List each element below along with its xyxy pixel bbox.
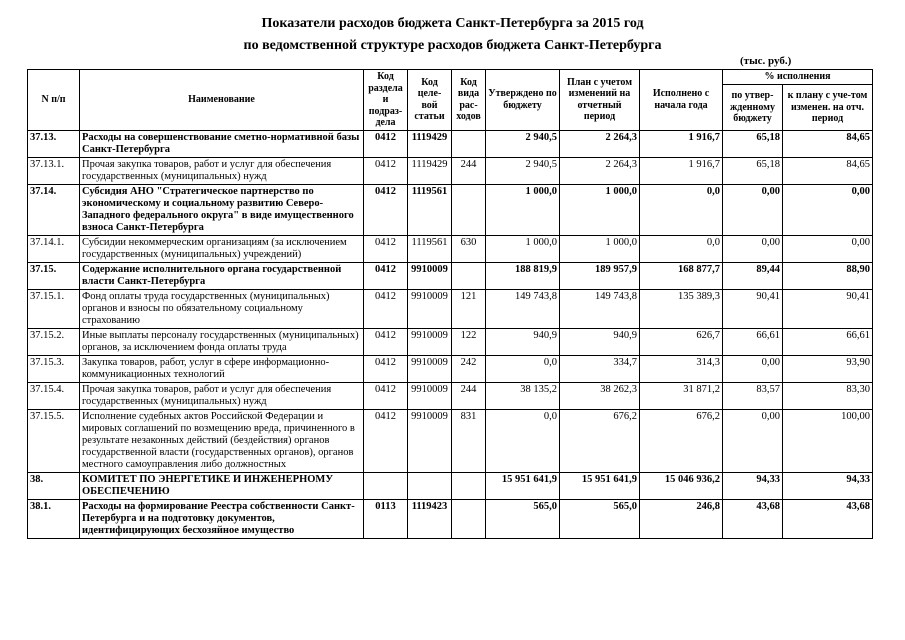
row-pct-budget: 0,00 bbox=[723, 355, 783, 382]
row-pct-budget: 0,00 bbox=[723, 184, 783, 235]
row-name: Прочая закупка товаров, работ и услуг для обеспечения государственных (муниципальных) нужд bbox=[80, 382, 364, 409]
row-num: 37.15.2. bbox=[28, 328, 80, 355]
row-razdel: 0412 bbox=[364, 184, 408, 235]
page-title-line-2: по ведомственной структуре расходов бюджета Санкт-Петербурга bbox=[243, 38, 662, 53]
row-plan: 565,0 bbox=[560, 499, 640, 538]
row-executed: 676,2 bbox=[640, 409, 723, 472]
row-name: Прочая закупка товаров, работ и услуг для обеспечения государственных (муниципальных) нужд bbox=[80, 157, 364, 184]
header-pct-plan: к плану с уче-том изменен. на отч. период bbox=[783, 85, 873, 131]
header-vid: Код вида рас-ходов bbox=[452, 70, 486, 131]
row-vid bbox=[452, 184, 486, 235]
row-pct-budget: 66,61 bbox=[723, 328, 783, 355]
row-razdel: 0412 bbox=[364, 409, 408, 472]
row-pct-plan: 84,65 bbox=[783, 157, 873, 184]
row-plan: 2 264,3 bbox=[560, 130, 640, 157]
row-vid bbox=[452, 130, 486, 157]
row-plan: 15 951 641,9 bbox=[560, 472, 640, 499]
row-executed: 15 046 936,2 bbox=[640, 472, 723, 499]
row-num: 37.15.1. bbox=[28, 289, 80, 328]
row-approved: 15 951 641,9 bbox=[486, 472, 560, 499]
row-name: Расходы на формирование Реестра собственности Санкт-Петербурга и на подготовку документов, идентифицирующих бесхозяйное имущество bbox=[80, 499, 364, 538]
budget-table bbox=[27, 69, 873, 539]
row-name: КОМИТЕТ ПО ЭНЕРГЕТИКЕ И ИНЖЕНЕРНОМУ ОБЕСПЕЧЕНИЮ bbox=[80, 472, 364, 499]
row-name: Фонд оплаты труда государственных (муниципальных) органов и взносы по обязательному социальному страхованию bbox=[80, 289, 364, 328]
row-statya: 9910009 bbox=[408, 328, 452, 355]
table-row bbox=[28, 157, 873, 184]
row-approved: 188 819,9 bbox=[486, 262, 560, 289]
header-approved: Утверждено по бюджету bbox=[486, 70, 560, 131]
row-executed: 1 916,7 bbox=[640, 157, 723, 184]
row-num: 37.13.1. bbox=[28, 157, 80, 184]
row-razdel: 0412 bbox=[364, 328, 408, 355]
row-executed: 1 916,7 bbox=[640, 130, 723, 157]
row-statya: 9910009 bbox=[408, 382, 452, 409]
row-razdel: 0412 bbox=[364, 262, 408, 289]
row-statya: 1119561 bbox=[408, 184, 452, 235]
row-razdel bbox=[364, 472, 408, 499]
header-pct-budget: по утвер-жденному бюджету bbox=[723, 85, 783, 131]
header-executed: Исполнено с начала года bbox=[640, 70, 723, 131]
row-vid: 831 bbox=[452, 409, 486, 472]
row-statya: 9910009 bbox=[408, 355, 452, 382]
row-plan: 676,2 bbox=[560, 409, 640, 472]
row-executed: 168 877,7 bbox=[640, 262, 723, 289]
row-plan: 940,9 bbox=[560, 328, 640, 355]
table-row bbox=[28, 289, 873, 328]
row-vid bbox=[452, 499, 486, 538]
row-num: 37.15.3. bbox=[28, 355, 80, 382]
table-row bbox=[28, 235, 873, 262]
row-statya: 9910009 bbox=[408, 262, 452, 289]
table-row bbox=[28, 328, 873, 355]
row-executed: 135 389,3 bbox=[640, 289, 723, 328]
row-num: 37.15.4. bbox=[28, 382, 80, 409]
row-pct-budget: 0,00 bbox=[723, 409, 783, 472]
row-name: Закупка товаров, работ, услуг в сфере информационно-коммуникационных технологий bbox=[80, 355, 364, 382]
table-row bbox=[28, 409, 873, 472]
row-pct-plan: 100,00 bbox=[783, 409, 873, 472]
row-approved: 565,0 bbox=[486, 499, 560, 538]
row-pct-plan: 0,00 bbox=[783, 235, 873, 262]
row-pct-budget: 94,33 bbox=[723, 472, 783, 499]
header-name: Наименование bbox=[80, 70, 364, 131]
row-name: Содержание исполнительного органа государственной власти Санкт-Петербурга bbox=[80, 262, 364, 289]
row-razdel: 0412 bbox=[364, 130, 408, 157]
row-approved: 2 940,5 bbox=[486, 130, 560, 157]
row-plan: 149 743,8 bbox=[560, 289, 640, 328]
row-statya: 9910009 bbox=[408, 409, 452, 472]
row-name: Субсидии некоммерческим организациям (за исключением государственных (муниципальных) учреждений) bbox=[80, 235, 364, 262]
row-pct-budget: 65,18 bbox=[723, 130, 783, 157]
row-pct-plan: 66,61 bbox=[783, 328, 873, 355]
row-pct-budget: 83,57 bbox=[723, 382, 783, 409]
header-num: N п/п bbox=[28, 70, 80, 131]
row-pct-plan: 94,33 bbox=[783, 472, 873, 499]
row-razdel: 0412 bbox=[364, 157, 408, 184]
row-statya: 1119561 bbox=[408, 235, 452, 262]
row-name: Субсидия АНО "Стратегическое партнерство по экономическому и социальному развитию Северо-Западного федерального округа" в виде имущественного взноса Санкт-Петербурга bbox=[80, 184, 364, 235]
row-vid: 244 bbox=[452, 157, 486, 184]
row-pct-budget: 0,00 bbox=[723, 235, 783, 262]
row-executed: 0,0 bbox=[640, 184, 723, 235]
row-statya: 1119429 bbox=[408, 157, 452, 184]
row-executed: 0,0 bbox=[640, 235, 723, 262]
row-plan: 334,7 bbox=[560, 355, 640, 382]
row-vid: 122 bbox=[452, 328, 486, 355]
row-pct-budget: 43,68 bbox=[723, 499, 783, 538]
row-num: 38. bbox=[28, 472, 80, 499]
row-razdel: 0113 bbox=[364, 499, 408, 538]
row-plan: 2 264,3 bbox=[560, 157, 640, 184]
table-row bbox=[28, 262, 873, 289]
row-statya: 9910009 bbox=[408, 289, 452, 328]
row-pct-budget: 90,41 bbox=[723, 289, 783, 328]
row-vid bbox=[452, 262, 486, 289]
table-row bbox=[28, 184, 873, 235]
header-plan: План с учетом изменений на отчетный период bbox=[560, 70, 640, 131]
row-plan: 1 000,0 bbox=[560, 235, 640, 262]
row-plan: 189 957,9 bbox=[560, 262, 640, 289]
row-razdel: 0412 bbox=[364, 235, 408, 262]
row-num: 37.14.1. bbox=[28, 235, 80, 262]
row-statya: 1119429 bbox=[408, 130, 452, 157]
row-razdel: 0412 bbox=[364, 355, 408, 382]
row-pct-plan: 93,90 bbox=[783, 355, 873, 382]
row-name: Исполнение судебных актов Российской Федерации и мировых соглашений по возмещению вреда, причиненного в результате незаконных действий (бездействия) органов государственной власти (государственных органов), органов местного самоуправления либо должностных bbox=[80, 409, 364, 472]
header-statya: Код целе-вой статьи bbox=[408, 70, 452, 131]
row-approved: 0,0 bbox=[486, 355, 560, 382]
row-pct-budget: 89,44 bbox=[723, 262, 783, 289]
row-razdel: 0412 bbox=[364, 289, 408, 328]
table-row bbox=[28, 382, 873, 409]
row-vid: 244 bbox=[452, 382, 486, 409]
table-row bbox=[28, 472, 873, 499]
header-razdel: Код раздела и подраз-дела bbox=[364, 70, 408, 131]
row-name: Расходы на совершенствование сметно-нормативной базы Санкт-Петербурга bbox=[80, 130, 364, 157]
row-approved: 38 135,2 bbox=[486, 382, 560, 409]
header-pct-group: % исполнения bbox=[723, 70, 873, 85]
row-executed: 246,8 bbox=[640, 499, 723, 538]
page-title-line-1: Показатели расходов бюджета Санкт-Петербурга за 2015 год bbox=[261, 16, 644, 31]
row-pct-plan: 43,68 bbox=[783, 499, 873, 538]
row-razdel: 0412 bbox=[364, 382, 408, 409]
row-num: 38.1. bbox=[28, 499, 80, 538]
row-vid: 630 bbox=[452, 235, 486, 262]
row-num: 37.13. bbox=[28, 130, 80, 157]
table-row bbox=[28, 499, 873, 538]
units-label: (тыс. руб.) bbox=[740, 55, 792, 67]
row-approved: 149 743,8 bbox=[486, 289, 560, 328]
row-pct-plan: 83,30 bbox=[783, 382, 873, 409]
row-plan: 38 262,3 bbox=[560, 382, 640, 409]
row-num: 37.14. bbox=[28, 184, 80, 235]
row-vid: 121 bbox=[452, 289, 486, 328]
row-approved: 2 940,5 bbox=[486, 157, 560, 184]
row-pct-budget: 65,18 bbox=[723, 157, 783, 184]
row-vid: 242 bbox=[452, 355, 486, 382]
row-statya bbox=[408, 472, 452, 499]
row-approved: 1 000,0 bbox=[486, 184, 560, 235]
table-row bbox=[28, 355, 873, 382]
row-approved: 940,9 bbox=[486, 328, 560, 355]
row-approved: 0,0 bbox=[486, 409, 560, 472]
row-vid bbox=[452, 472, 486, 499]
row-name: Иные выплаты персоналу государственных (муниципальных) органов, за исключением фонда оплаты труда bbox=[80, 328, 364, 355]
row-approved: 1 000,0 bbox=[486, 235, 560, 262]
row-plan: 1 000,0 bbox=[560, 184, 640, 235]
row-pct-plan: 88,90 bbox=[783, 262, 873, 289]
row-pct-plan: 90,41 bbox=[783, 289, 873, 328]
row-executed: 626,7 bbox=[640, 328, 723, 355]
row-pct-plan: 84,65 bbox=[783, 130, 873, 157]
row-pct-plan: 0,00 bbox=[783, 184, 873, 235]
table-row bbox=[28, 130, 873, 157]
row-executed: 314,3 bbox=[640, 355, 723, 382]
row-num: 37.15.5. bbox=[28, 409, 80, 472]
row-num: 37.15. bbox=[28, 262, 80, 289]
row-executed: 31 871,2 bbox=[640, 382, 723, 409]
row-statya: 1119423 bbox=[408, 499, 452, 538]
